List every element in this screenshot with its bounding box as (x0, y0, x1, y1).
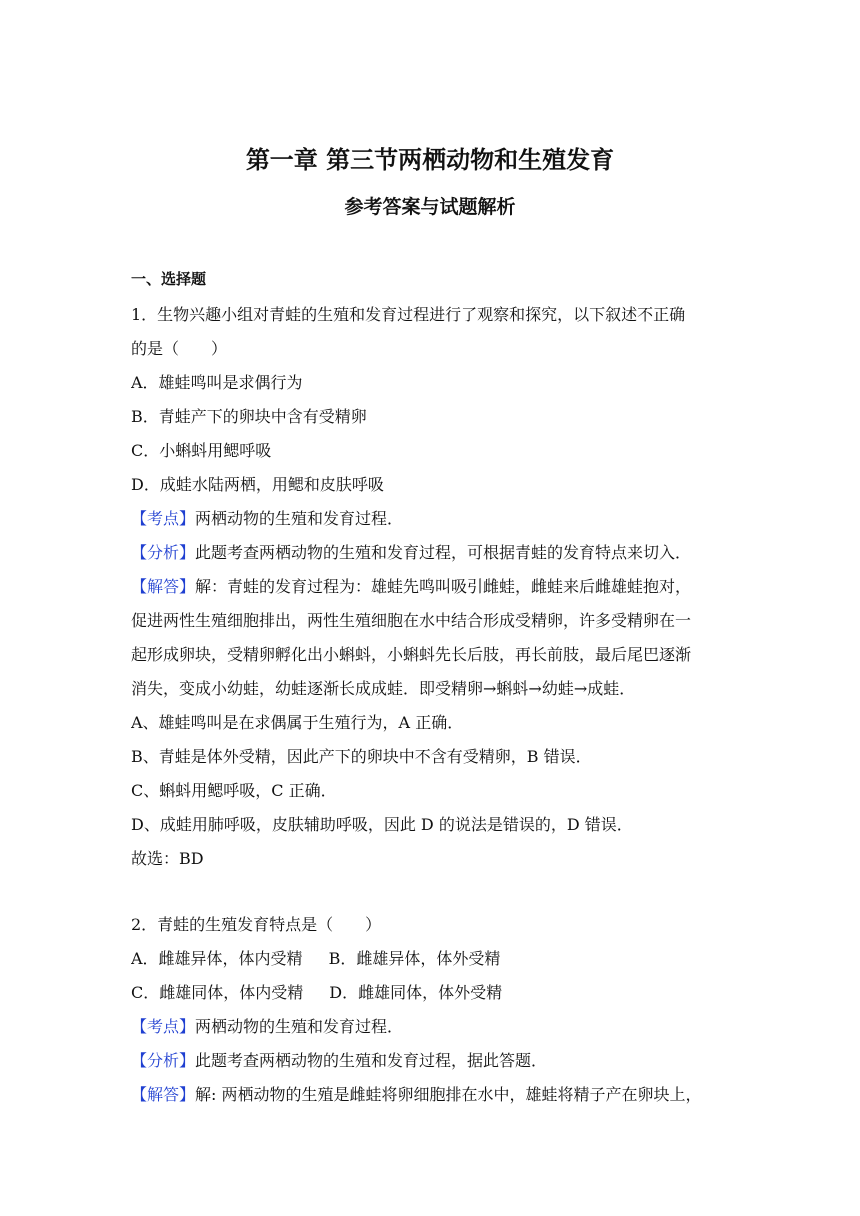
q2-option-a: A．雌雄异体，体内受精 (131, 949, 303, 968)
q2-kaodian (131, 1014, 731, 1037)
page-subtitle: 参考答案与试题解析 (344, 196, 516, 218)
q1-option-d: D．成蛙水陆两栖，用鳃和皮肤呼吸 (131, 475, 384, 494)
jieda-text: 解：青蛙的发育过程为：雄蛙先鸣叫吸引雌蛙，雌蛙来后雌雄蛙抱对， (195, 577, 692, 596)
jieda-tag: 【解答】 (131, 1085, 196, 1104)
section-heading: 一、选择题 (131, 270, 207, 288)
jieda-text: 解: 两栖动物的生殖是雌蛙将卵细胞排在水中，雄蛙将精子产在卵块上， (195, 1085, 702, 1104)
kaodian-tag: 【考点】 (131, 1017, 196, 1036)
q1-option-a: A．雄蛙鸣叫是求偶行为 (131, 373, 303, 392)
q1-answer-c: C、蝌蚪用鳃呼吸，C 正确． (131, 781, 337, 800)
q1-stem-line1: 1．生物兴趣小组对青蛙的生殖和发育过程进行了观察和探究，以下叙述不正确 (131, 305, 686, 324)
q1-jieda-line2: 促进两性生殖细胞排出，两性生殖细胞在水中结合形成受精卵，许多受精卵在一 (131, 611, 692, 630)
q2-option-c: C．雌雄同体，体内受精 (131, 983, 304, 1002)
jieda-tag: 【解答】 (131, 577, 196, 596)
q2-options-cd (131, 980, 731, 1003)
q1-fenxi (131, 540, 731, 563)
q1-choice: 故选：BD (131, 849, 204, 868)
q1-answer-d: D、成蛙用肺呼吸，皮肤辅助呼吸，因此 D 的说法是错误的，D 错误． (131, 815, 633, 834)
q1-jieda-line1 (131, 574, 731, 597)
q2-option-d: D．雌雄同体，体外受精 (329, 983, 503, 1002)
q2-stem: 2．青蛙的生殖发育特点是（ ） (131, 915, 382, 934)
fenxi-tag: 【分析】 (131, 543, 196, 562)
q1-jieda-line3: 起形成卵块，受精卵孵化出小蝌蚪，小蝌蚪先长后肢，再长前肢，最后尾巴逐渐 (131, 645, 692, 664)
q2-jieda-line1 (131, 1082, 731, 1105)
q2-option-b: B．雌雄异体，体外受精 (328, 949, 501, 968)
q2-fenxi (131, 1048, 731, 1071)
q1-answer-b: B、青蛙是体外受精，因此产下的卵块中不含有受精卵，B 错误． (131, 747, 592, 766)
q1-jieda-line4: 消失，变成小幼蛙，幼蛙逐渐长成成蛙．即受精卵→蝌蚪→幼蛙→成蛙． (131, 679, 636, 698)
fenxi-tag: 【分析】 (131, 1051, 196, 1070)
q2-options-ab (131, 946, 731, 969)
q1-kaodian (131, 506, 731, 529)
fenxi-text: 此题考查两栖动物的生殖和发育过程，可根据青蛙的发育特点来切入． (195, 543, 692, 562)
q1-option-b: B．青蛙产下的卵块中含有受精卵 (131, 407, 367, 426)
q1-answer-a: A、雄蛙鸣叫是在求偶属于生殖行为，A 正确． (131, 713, 464, 732)
q1-stem-line2: 的是（ ） (131, 339, 228, 358)
kaodian-tag: 【考点】 (131, 509, 196, 528)
kaodian-text: 两栖动物的生殖和发育过程． (195, 509, 404, 528)
kaodian-text: 两栖动物的生殖和发育过程． (195, 1017, 404, 1036)
page-title: 第一章 第三节两栖动物和生殖发育 (245, 146, 615, 174)
fenxi-text: 此题考查两栖动物的生殖和发育过程，据此答题． (195, 1051, 548, 1070)
q1-option-c: C．小蝌蚪用鳃呼吸 (131, 441, 272, 460)
